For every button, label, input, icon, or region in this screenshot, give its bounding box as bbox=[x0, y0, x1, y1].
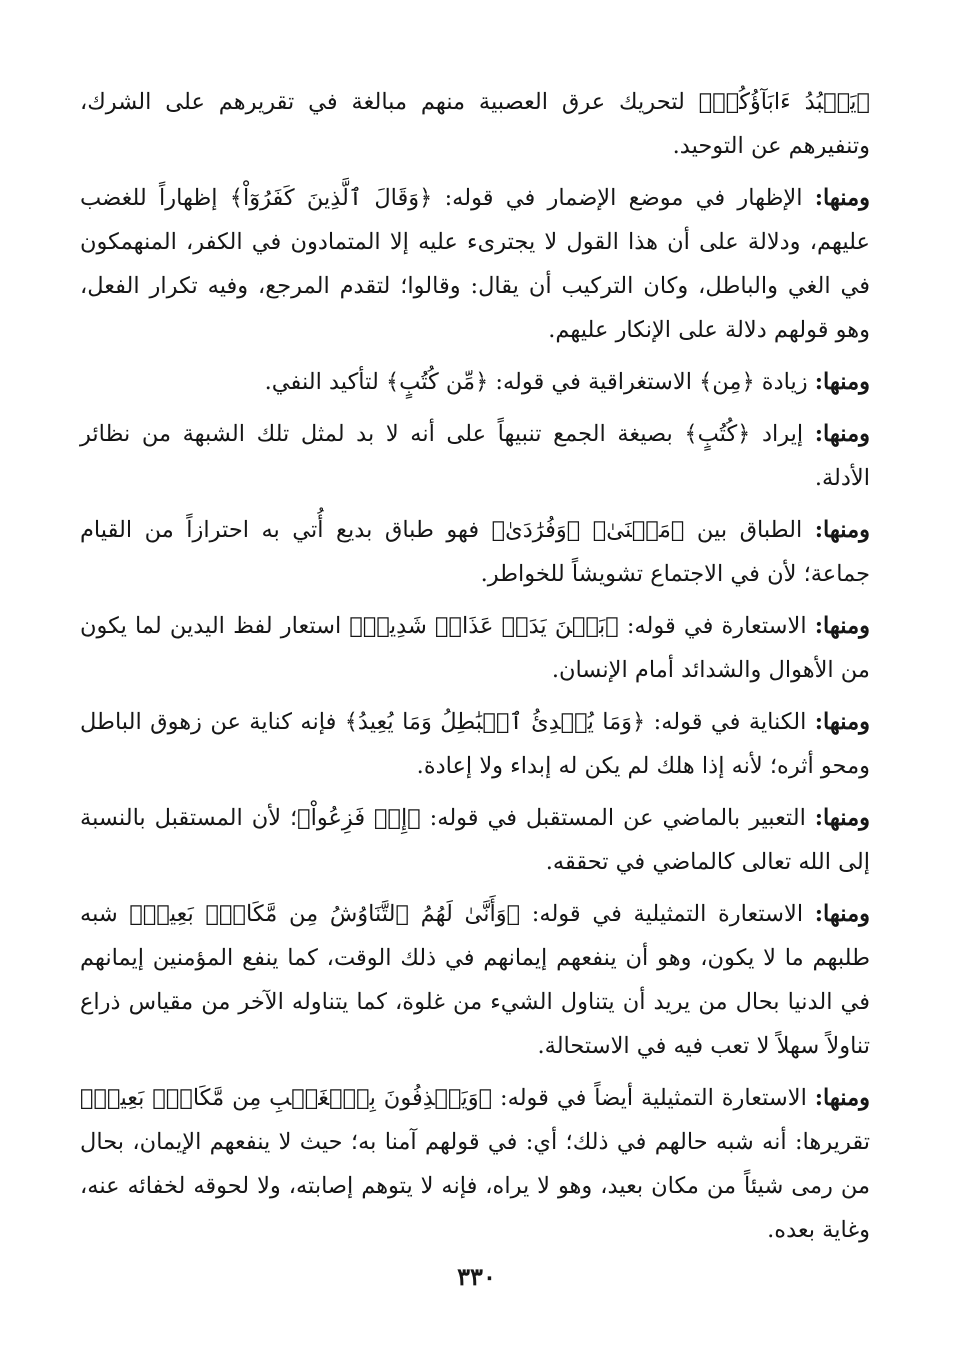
paragraph bbox=[80, 176, 870, 352]
paragraph-text: الاستعارة في قوله: ﴿بَيۡنَ يَدَيۡ عَذَابٖ شَدِيدٖ﴾ استعار لفظ اليدين لما يكون من الأهوال والشدائد أمام الإنسان. bbox=[80, 613, 870, 683]
page-number: ٣٣٠ bbox=[457, 1262, 496, 1291]
paragraph-text: التعبير بالماضي عن المستقبل في قوله: ﴿إِذۡ فَزِعُواْ﴾؛ لأن المستقبل بالنسبة إلى الله تعالى كالماضي في تحققه. bbox=[80, 805, 870, 875]
paragraph-lead: ومنها: bbox=[814, 1085, 870, 1111]
paragraph-text: الطباق بين ﴿مَثۡنَىٰ﴾ ﴿وَفُرَٰدَىٰ﴾ فهو طباق بديع أُتي به احترازاً من القيام جماعة؛ لأن في الاجتماع تشويشاً للخواطر. bbox=[80, 517, 870, 587]
paragraph bbox=[80, 1076, 870, 1252]
paragraph-lead: ومنها: bbox=[814, 185, 870, 211]
paragraph bbox=[80, 796, 870, 884]
paragraph bbox=[80, 700, 870, 788]
paragraph-text: إيراد ﴿كُتُبٍ﴾ بصيغة الجمع تنبيهاً على أنه لا بد لمثل تلك الشبهة من نظائر الأدلة. bbox=[80, 421, 870, 491]
paragraph-lead: ومنها: bbox=[814, 517, 870, 543]
paragraph-text: الإظهار في موضع الإضمار في قوله: ﴿وَقَالَ ٱلَّذِينَ كَفَرُوٓاْ﴾ إظهاراً للغضب عليهم، ودلالة على أن هذا القول لا يجترىء عليه إلا المتمادون في الكفر، المنهمكون في الغي والباطل، وكان التركيب أن يقال: وقالوا؛ لتقدم المرجع، وفيه تكرار الفعل، وهو قولهم دلالة على الإنكار عليهم. bbox=[80, 185, 870, 343]
paragraph-lead: ومنها: bbox=[814, 421, 870, 447]
paragraph-lead: ومنها: bbox=[814, 613, 870, 639]
paragraph-lead: ومنها: bbox=[814, 901, 870, 927]
paragraph-text: الاستعارة التمثيلية في قوله: ﴿وَأَنَّىٰ لَهُمُ ٱلتَّنَاوُشُ مِن مَّكَانِۭ بَعِيدٖ﴾ شبه طلبهم ما لا يكون، وهو أن ينفعهم إيمانهم في ذلك الوقت، كما ينفع المؤمنين إيمانهم في الدنيا بحال من يريد أن يتناول الشيء من غلوة، كما يتناوله الآخر من مقياس ذراع تناولاً سهلاً لا تعب فيه في الاستحالة. bbox=[80, 901, 870, 1059]
paragraph bbox=[80, 508, 870, 596]
paragraph bbox=[80, 892, 870, 1068]
paragraph-lead: ومنها: bbox=[814, 805, 870, 831]
paragraph-text: الكناية في قوله: ﴿وَمَا يُبۡدِئُ ٱلۡبَٰطِلُ وَمَا يُعِيدُ﴾ فإنه كناية عن زهوق الباطل ومحو أثره؛ لأنه إذا هلك لم يكن له إبداء ولا إعادة. bbox=[80, 709, 870, 779]
paragraph-text: ﴿يَعۡبُدُ ءَابَآؤُكُمۡ﴾ لتحريك عرق العصبية منهم مبالغة في تقريرهم على الشرك، وتنفيرهم عن التوحيد. bbox=[80, 89, 870, 159]
paragraph-lead: ومنها: bbox=[814, 709, 870, 735]
paragraph-text: زيادة ﴿مِن﴾ الاستغراقية في قوله: ﴿مِّن كُتُبٍ﴾ لتأكيد النفي. bbox=[264, 369, 815, 395]
page-body bbox=[80, 80, 870, 1260]
paragraph bbox=[80, 412, 870, 500]
paragraph bbox=[80, 604, 870, 692]
paragraph bbox=[80, 360, 870, 404]
paragraph-lead: ومنها: bbox=[814, 369, 870, 395]
paragraph bbox=[80, 80, 870, 168]
paragraph-text: الاستعارة التمثيلية أيضاً في قوله: ﴿وَيَقۡذِفُونَ بِٱلۡغَيۡبِ مِن مَّكَانِۭ بَعِيدٖ﴾ تقريرها: أنه شبه حالهم في ذلك؛ أي: في قولهم آمنا به؛ حيث لا ينفعهم الإيمان، بحال من رمى شيئاً من مكان بعيد، وهو لا يراه، فإنه لا يتوهم إصابته، ولا لحوقه لخفائه عنه، وغاية بعده. bbox=[80, 1085, 870, 1243]
